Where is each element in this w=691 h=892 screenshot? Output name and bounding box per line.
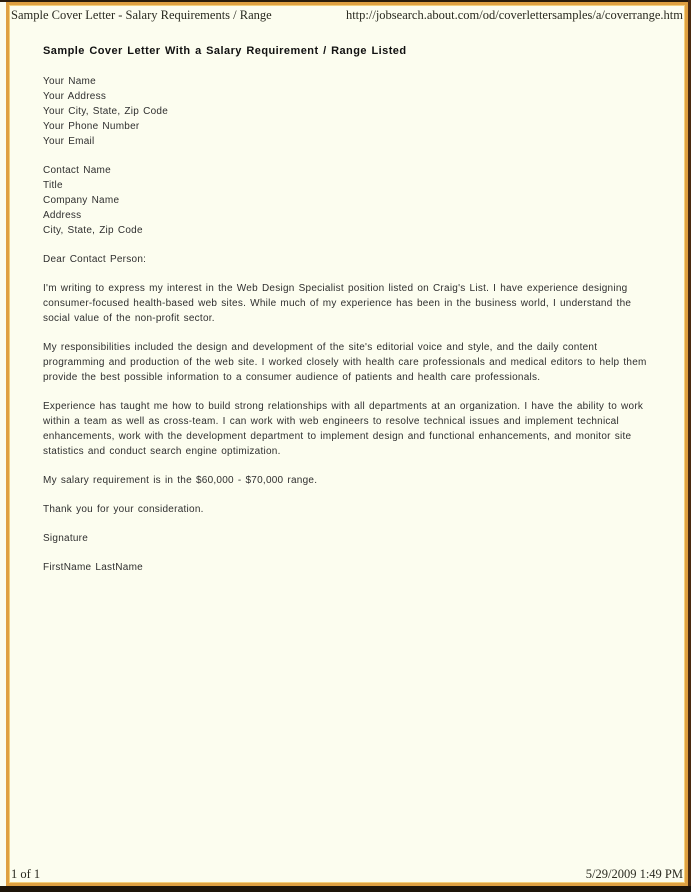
recipient-address-block [43, 163, 657, 238]
scan-edge-bottom [0, 886, 691, 892]
sender-city-line: Your City, State, Zip Code [43, 106, 169, 117]
letter-heading: Sample Cover Letter With a Salary Requirement / Range Listed [43, 45, 407, 57]
page-border-frame [6, 2, 688, 886]
recipient-company-line: Company Name [43, 195, 120, 206]
document-title: Sample Cover Letter - Salary Requirements / Range [11, 8, 272, 22]
cover-letter-body [43, 44, 657, 575]
salary-requirement-line: My salary requirement is in the $60,000 - $70,000 range. [43, 475, 318, 486]
recipient-city-line: City, State, Zip Code [43, 225, 143, 236]
page-number: 1 of 1 [11, 867, 41, 881]
recipient-title-line: Title [43, 180, 63, 191]
letter-paragraph-intro: I'm writing to express my interest in the Web Design Specialist position listed on Craig's List. I have experience designing consumer-focused health-based web sites. While much of my experience has been in the business world, I understand the social value of the non-profit sector. [43, 283, 632, 324]
signature-label: Signature [43, 533, 89, 544]
sender-address-line: Your Address [43, 91, 107, 102]
letter-paragraph-responsibilities: My responsibilities included the design and development of the site's editorial voice and style, and the daily content programming and production of the web site. I worked closely with health care professionals and medical editors to help them provide the best possible information to a consumer audience of patients and health care professionals. [43, 342, 647, 383]
signature-name: FirstName LastName [43, 562, 143, 573]
recipient-address-line: Address [43, 210, 82, 221]
salutation: Dear Contact Person: [43, 254, 147, 265]
sender-email-line: Your Email [43, 136, 95, 147]
print-footer [11, 867, 683, 882]
sender-name-line: Your Name [43, 76, 96, 87]
sender-phone-line: Your Phone Number [43, 121, 140, 132]
recipient-name-line: Contact Name [43, 165, 111, 176]
sender-address-block [43, 74, 657, 149]
print-header [9, 5, 685, 23]
letter-paragraph-experience: Experience has taught me how to build strong relationships with all departments at an organization. I have the ability to work within a team as well as cross-team. I can work with web engineers to resolve technical issues and implement technical enhancements, work with the development department to implement design and functional enhancements, and monitor site statistics and conduct search engine optimization. [43, 401, 644, 457]
closing-thanks-line: Thank you for your consideration. [43, 504, 204, 515]
print-timestamp: 5/29/2009 1:49 PM [585, 867, 683, 881]
document-source-url: http://jobsearch.about.com/od/coverlettersamples/a/coverrange.htm [345, 8, 683, 22]
